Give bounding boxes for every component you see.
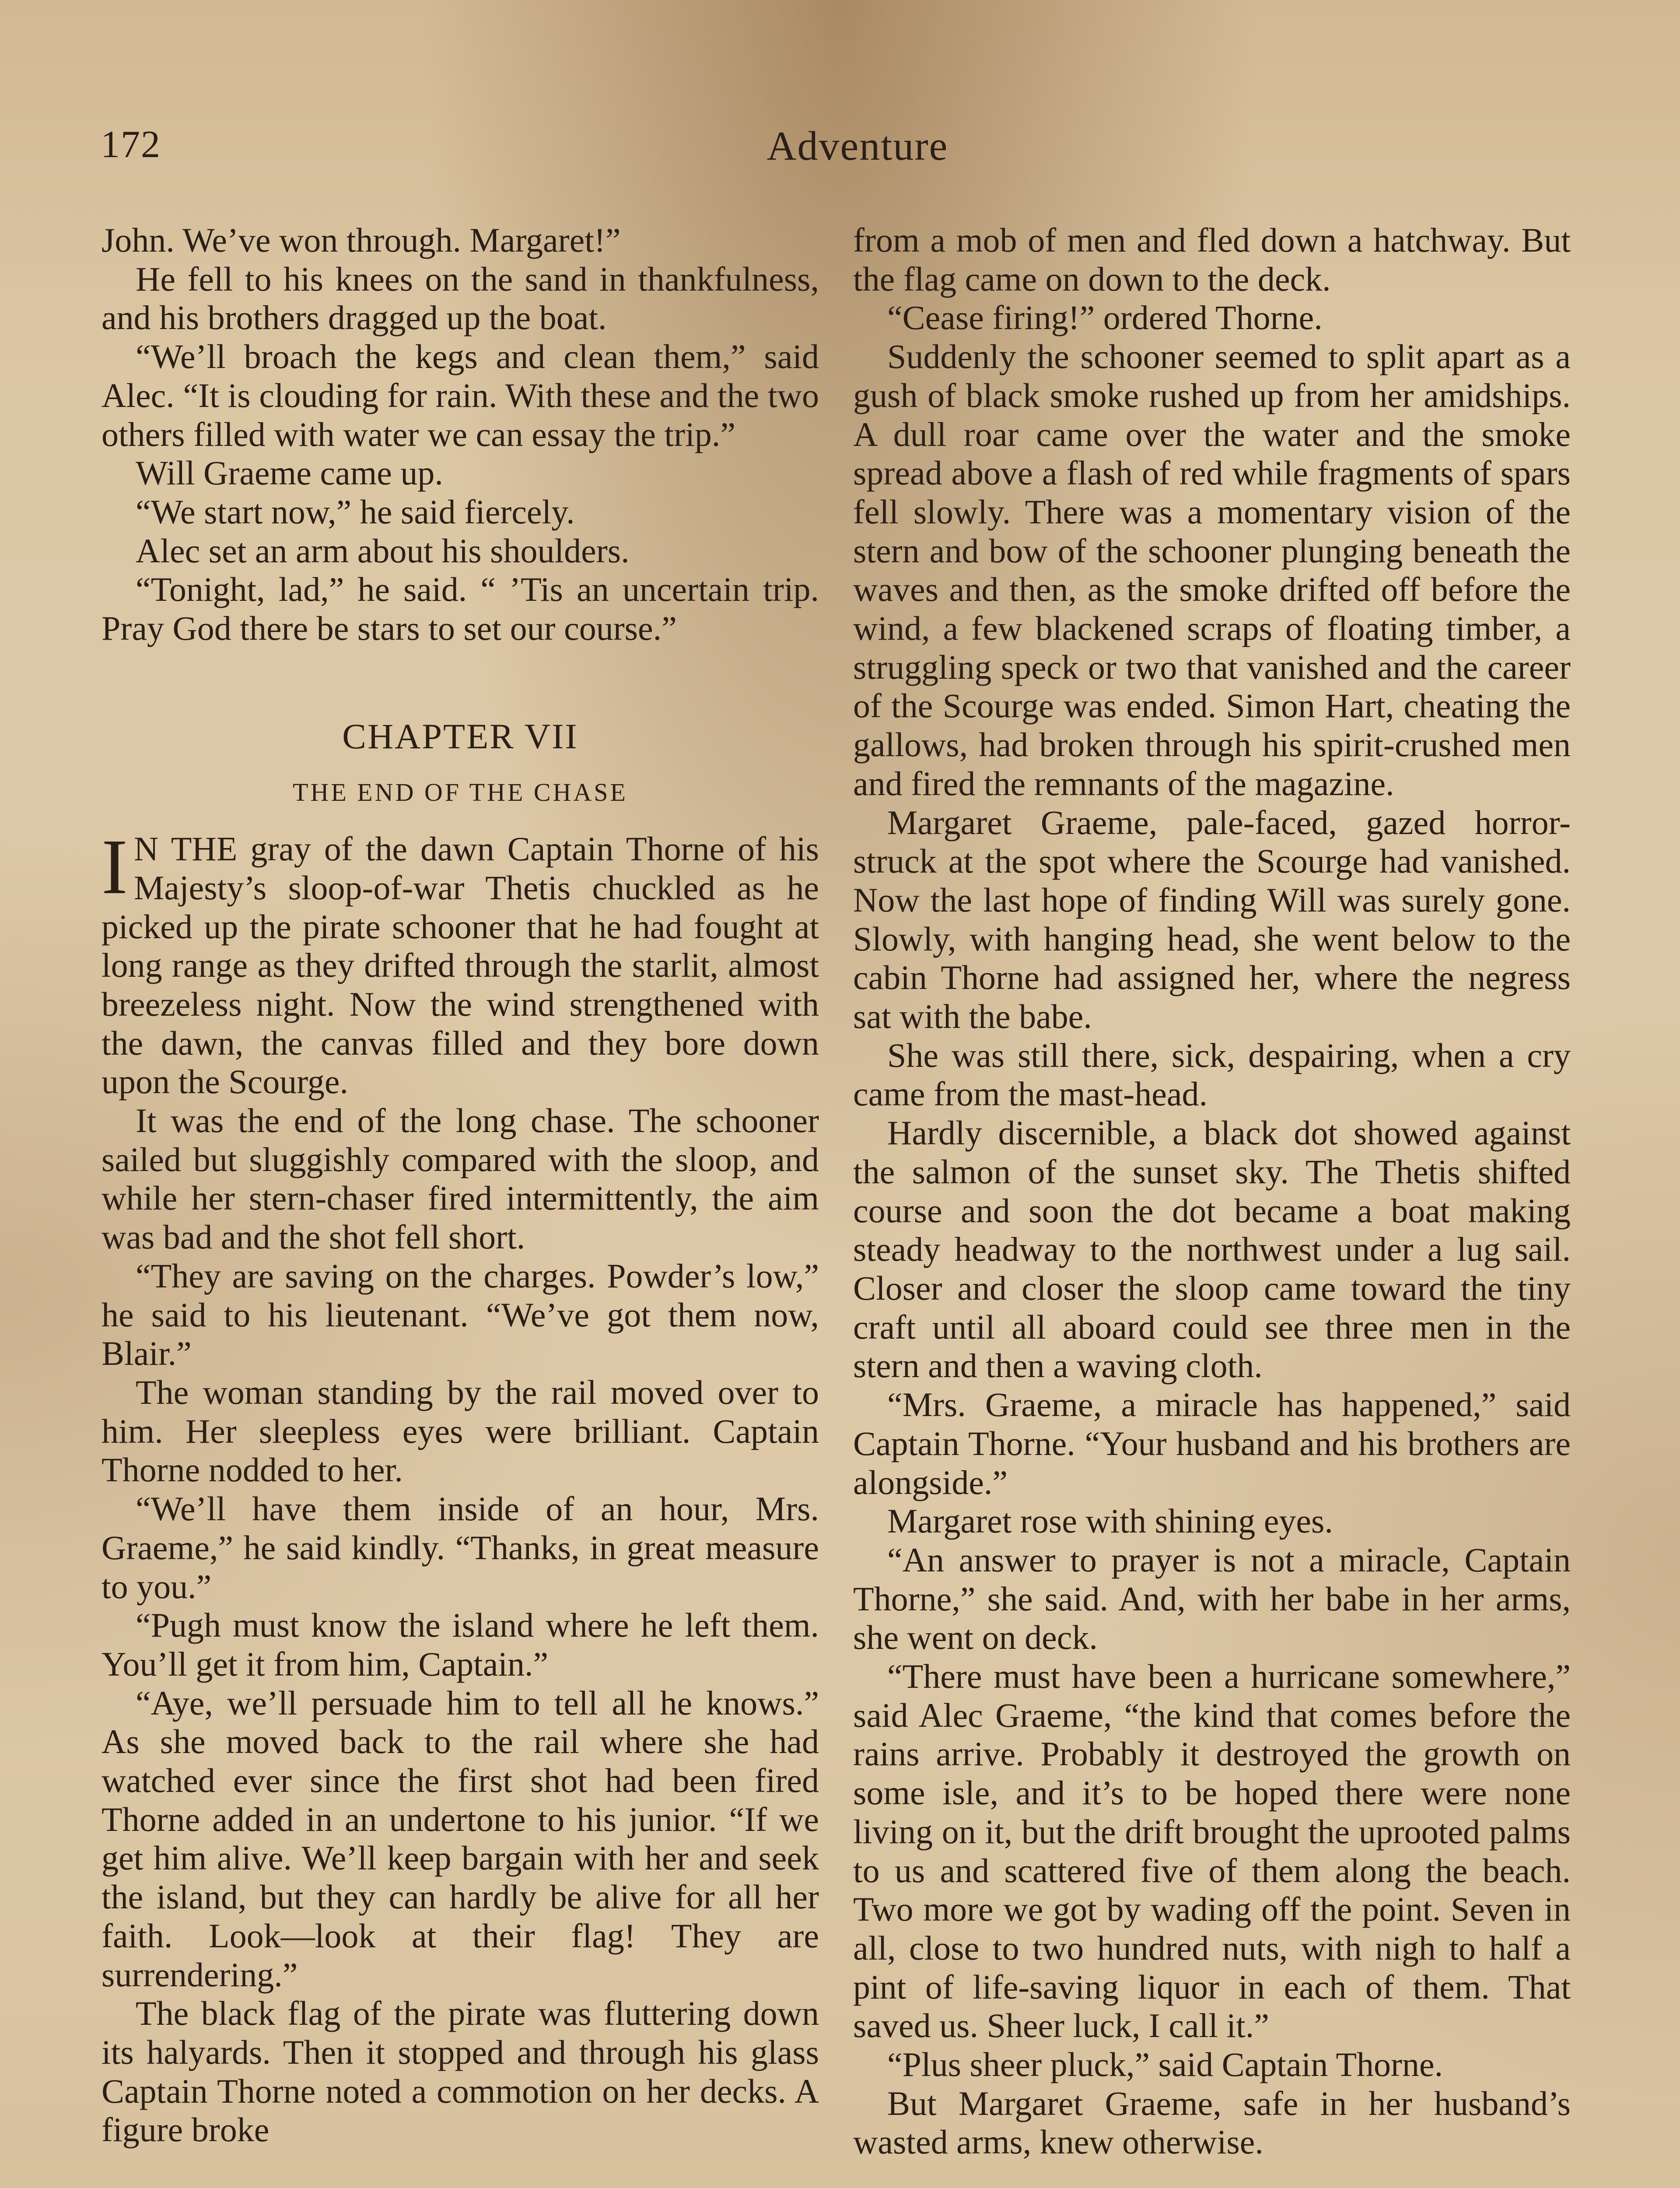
paragraph: “There must have been a hurricane somewhere,” said Alec Graeme, “the kind that comes before the rains arrive. Probably it destroyed the growth on some isle, and it’s to be hoped there were none living on it, but the drift brought the uprooted palms to us and scattered five of them along the beach. Two more we got by wading off the point. Seven in all, close to two hundred nuts, with nigh to half a pint of life-saving liquor in each of them. That saved us. Sheer luck, I call it.” [853, 1657, 1571, 2045]
page-header [101, 123, 1614, 184]
paragraph: But Margaret Graeme, safe in her husband’s wasted arms, knew otherwise. [853, 2084, 1571, 2161]
right-column [853, 221, 1571, 2162]
paragraph: “Mrs. Graeme, a miracle has happened,” said Captain Thorne. “Your husband and his brothers are alongside.” [853, 1385, 1571, 1501]
paragraph: John. We’ve won through. Margaret!” [102, 221, 621, 259]
paragraph: It was the end of the long chase. The schooner sailed but sluggishly compared with the sloop, and while her stern-chaser fired intermittently, the aim was bad and the shot fell short. [102, 1101, 819, 1256]
chapter-title: CHAPTER VII [342, 716, 578, 756]
paragraph: “We start now,” he said fiercely. [136, 492, 575, 531]
page-number: 172 [101, 123, 161, 166]
paragraph: He fell to his knees on the sand in thankfulness, and his brothers dragged up the boat. [102, 259, 819, 337]
paragraph: “We’ll broach the kegs and clean them,” said Alec. “It is clouding for rain. With these and the two others filled with water we can essay the trip.” [102, 337, 819, 453]
paragraph: “Pugh must know the island where he left them. You’ll get it from him, Captain.” [102, 1606, 819, 1683]
paragraph: The black flag of the pirate was fluttering down its halyards. Then it stopped and through his glass Captain Thorne noted a commotion on her decks. A figure broke [102, 1994, 819, 2149]
paragraph: “We’ll have them inside of an hour, Mrs. Graeme,” he said kindly. “Thanks, in great measure to you.” [102, 1490, 819, 1606]
paragraph: “Cease firing!” ordered Thorne. [887, 298, 1323, 337]
paragraph: Hardly discernible, a black dot showed against the salmon of the sunset sky. The Thetis shifted course and soon the dot became a boat making steady headway to the northwest under a lug sail. Closer and closer the sloop came toward the tiny craft until all aboard could see three men in the stern and then a waving cloth. [853, 1114, 1571, 1385]
left-column [102, 221, 819, 2149]
paragraph: Will Graeme came up. [136, 454, 443, 492]
paragraph: Margaret Graeme, pale-faced, gazed horror-struck at the spot where the Scourge had vanished. Now the last hope of finding Will was surely gone. Slowly, with hanging head, she went below to the cabin Thorne had assigned her, where the negress sat with the babe. [853, 803, 1571, 1036]
chapter-subtitle: THE END OF THE CHASE [293, 778, 628, 807]
running-head: Adventure [766, 123, 948, 169]
drop-cap: I [102, 823, 128, 911]
opening-paragraph-text: N THE gray of the dawn Captain Thorne of his Majesty’s sloop-of-war Thetis chuckled as he picked up the pirate schooner that he had fought at long range as they drifted through the starlit, almost breezeless night. Now the wind strengthened with the dawn, the canvas filled and they bore down upon the Scourge. [102, 830, 819, 1101]
opening-paragraph [102, 823, 819, 1101]
paragraph: Suddenly the schooner seemed to split apart as a gush of black smoke rushed up from her amidships. A dull roar came over the water and the smoke spread above a flash of red while fragments of spars fell slowly. There was a momentary vision of the stern and bow of the schooner plunging beneath the waves and then, as the smoke drifted off before the wind, a few blackened scraps of floating timber, a struggling speck or two that vanished and the career of the Scourge was ended. Simon Hart, cheating the gallows, had broken through his spirit-crushed men and fired the remnants of the magazine. [853, 337, 1571, 803]
paragraph: “An answer to prayer is not a miracle, Captain Thorne,” she said. And, with her babe in her arms, she went on deck. [853, 1540, 1571, 1657]
paragraph: She was still there, sick, despairing, when a cry came from the mast-head. [853, 1036, 1571, 1113]
paragraph: “Plus sheer pluck,” said Captain Thorne. [887, 2045, 1443, 2084]
paragraph: “Tonight, lad,” he said. “ ’Tis an uncertain trip. Pray God there be stars to set our course.” [102, 570, 819, 648]
paragraph: The woman standing by the rail moved over to him. Her sleepless eyes were brilliant. Captain Thorne nodded to her. [102, 1373, 819, 1489]
paragraph: “They are saving on the charges. Powder’s low,” he said to his lieutenant. “We’ve got them now, Blair.” [102, 1256, 819, 1373]
paragraph: Margaret rose with shining eyes. [887, 1502, 1333, 1540]
paragraph: “Aye, we’ll persuade him to tell all he knows.” As she moved back to the rail where she had watched ever since the first shot had been fired Thorne added in an undertone to his junior. “If we get him alive. We’ll keep bargain with her and seek the island, but they can hardly be alive for all her faith. Look—look at their flag! They are surrendering.” [102, 1683, 819, 1994]
paragraph: from a mob of men and fled down a hatchway. But the flag came on down to the deck. [853, 221, 1571, 298]
paragraph: Alec set an arm about his shoulders. [136, 531, 630, 570]
